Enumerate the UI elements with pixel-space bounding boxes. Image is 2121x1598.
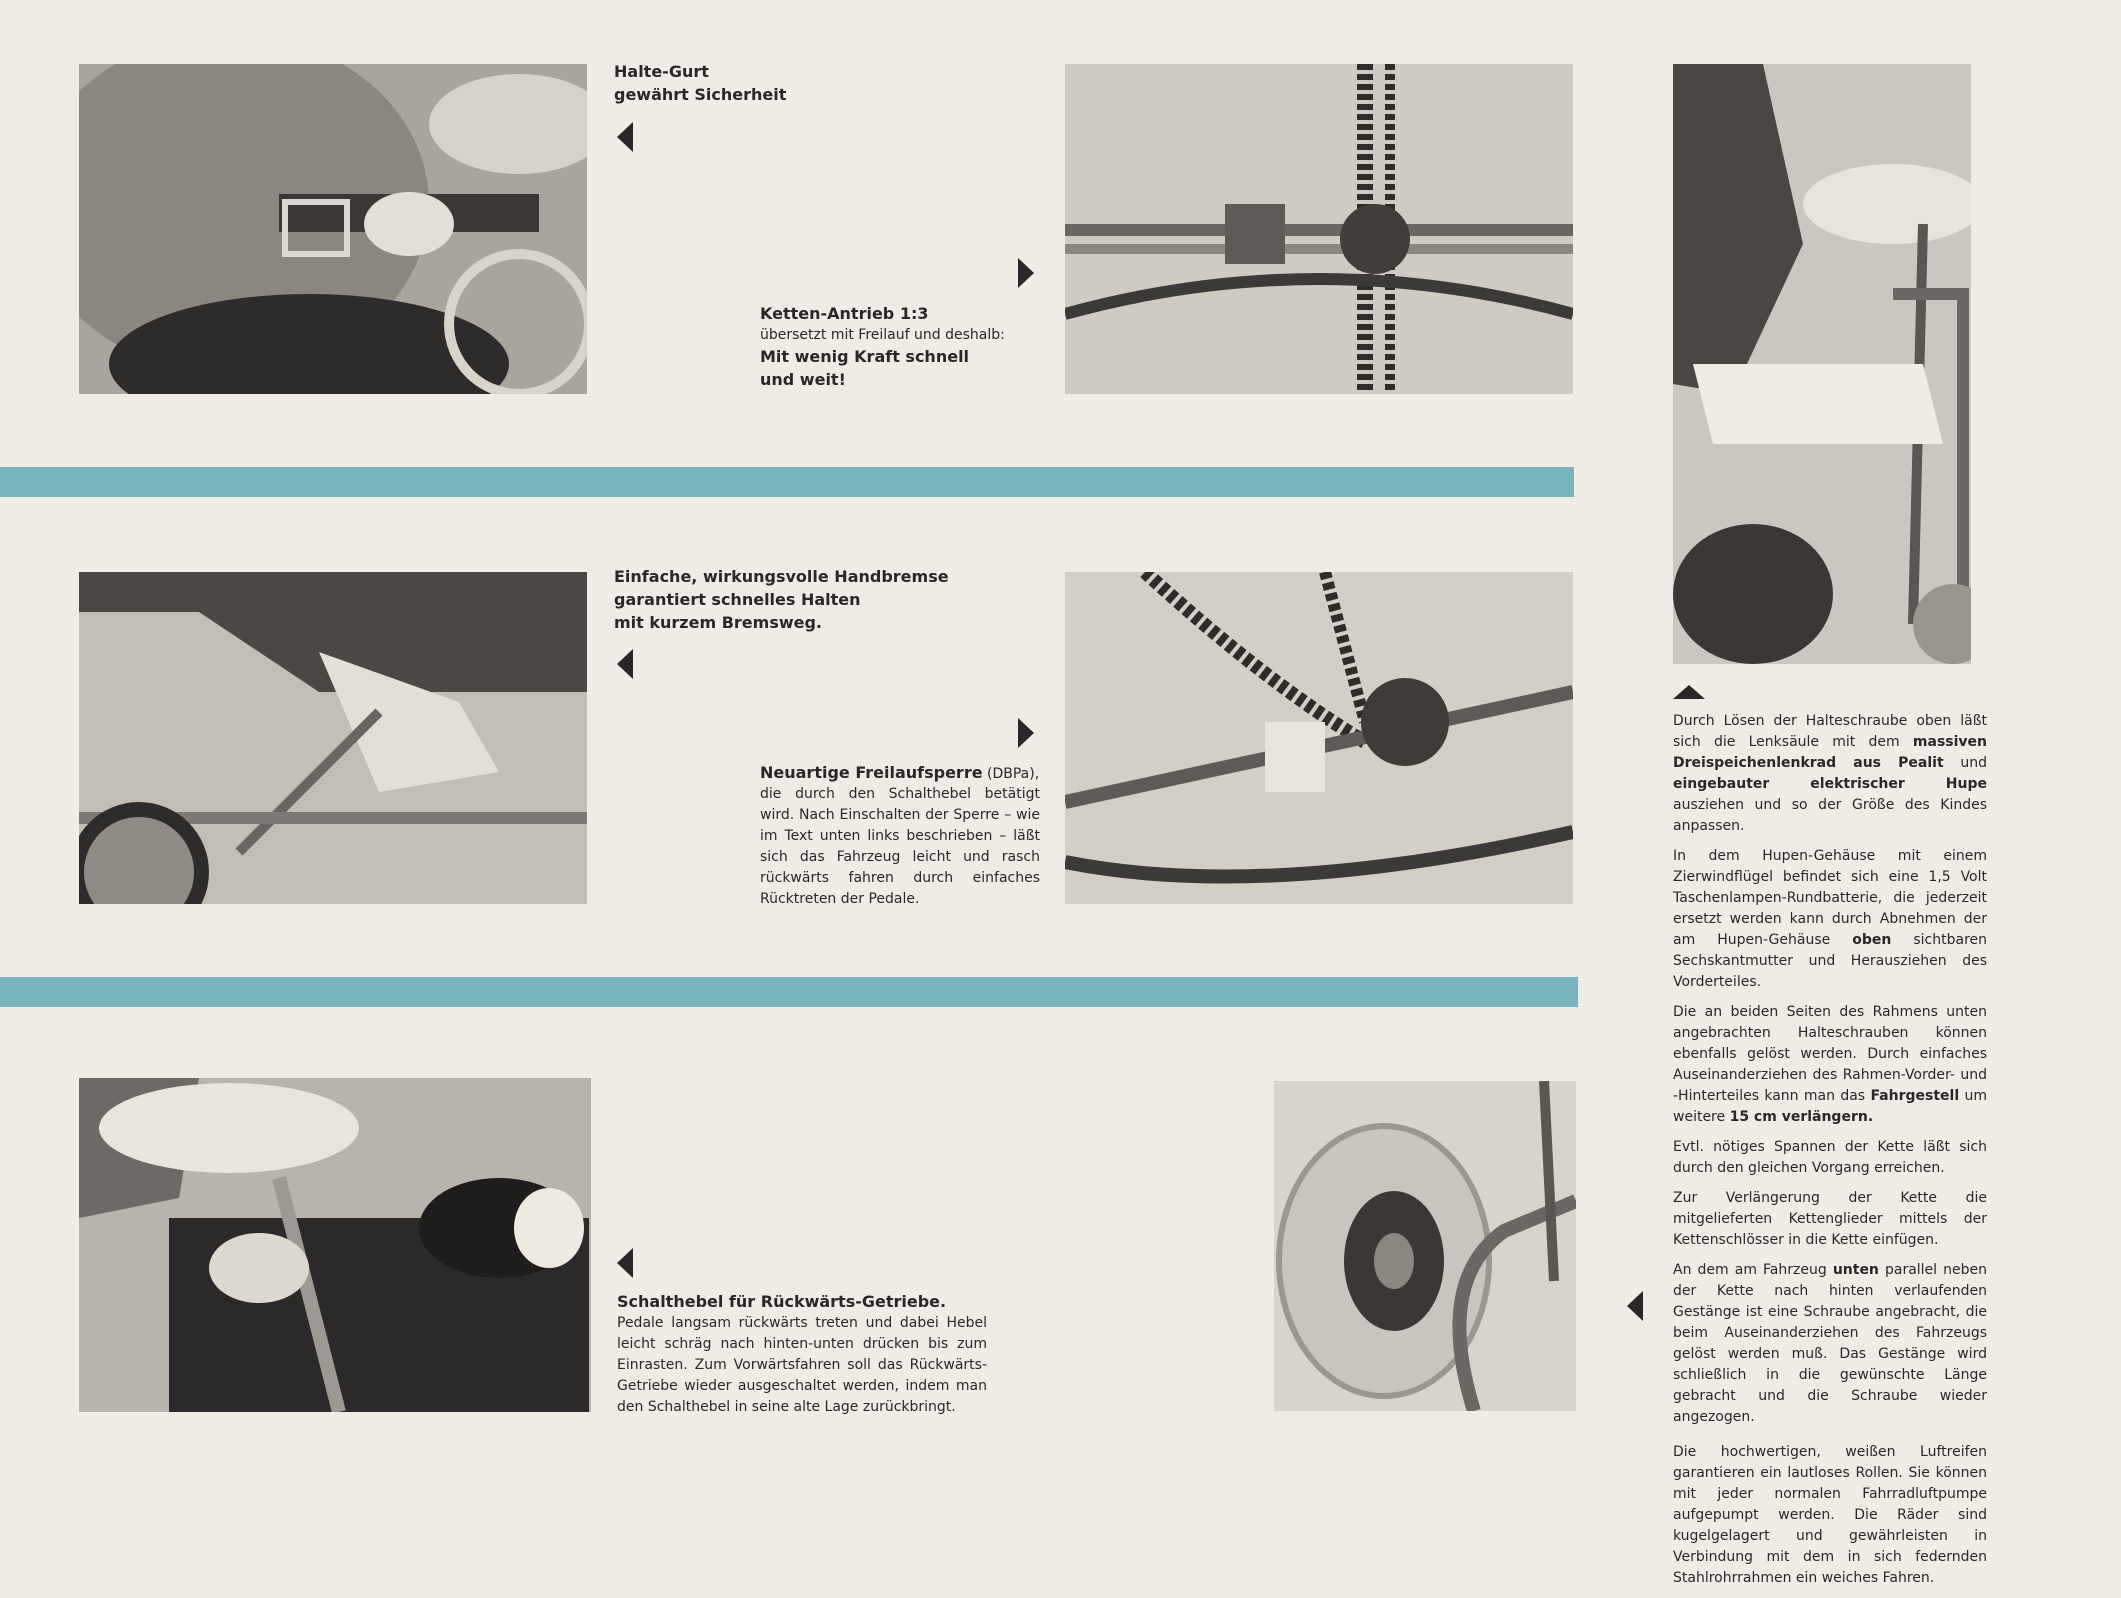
chain-drive-photo <box>1065 64 1573 394</box>
arrow-left-icon <box>617 1248 633 1278</box>
handbrake-photo <box>79 572 587 904</box>
handbrake-line3: mit kurzem Bremsweg. <box>614 613 822 632</box>
paragraph-tyres: Die hochwertigen, weißen Luftreifen garantieren ein lautloses Rollen. Sie können mit jeder normalen Fahrradluftpumpe aufgepumpt werden. Die Räder sind kugelgelagert und gewährleisten in Verbindung mit dem in sich federnden Stahlrohrrahmen ein weiches Fahren. <box>1673 1444 1987 1586</box>
handbrake-caption <box>614 565 954 634</box>
freewheel-patent: (DBPa), <box>982 766 1040 782</box>
gear-lever-caption <box>617 1290 987 1418</box>
steering-column-photo <box>1673 64 1971 664</box>
chain-drive-title: Ketten-Antrieb 1:3 <box>760 304 929 323</box>
chain-drive-caption <box>760 302 1040 391</box>
chain-drive-claim-line2: und weit! <box>760 370 846 389</box>
paragraph-frame: Die an beiden Seiten des Rahmens unten angebrachten Halteschrauben können ebenfalls gelöst werden. Durch einfaches Auseinanderziehen des Rahmen-Vorder- und -Hinterteiles kann man das Fahrgestell um weitere 15 cm verlängern. <box>1673 1004 1988 1125</box>
arrow-up-icon <box>1673 685 1705 699</box>
paragraph-linkage: An dem am Fahrzeug unten parallel neben der Kette nach hinten verlaufenden Gestänge ist eine Schraube angebracht, die beim Auseinanderziehen des Fahrzeugs gelöst werden muß. Das Gestänge wird schließlich in die gewünschte Länge gebracht und die Schraube wieder angezogen. <box>1673 1262 1987 1425</box>
seat-belt-caption <box>614 60 834 106</box>
paragraph-chain-tension: Evtl. nötiges Spannen der Kette läßt sich durch den gleichen Vorgang erreichen. <box>1673 1139 1987 1176</box>
arrow-left-icon <box>617 122 633 152</box>
chain-drive-claim-line1: Mit wenig Kraft schnell <box>760 347 970 366</box>
freewheel-caption-block <box>760 761 1040 910</box>
freewheel-title-text: Neuartige Freilaufsperre <box>760 763 983 782</box>
divider-band-middle <box>0 977 1578 1007</box>
gear-lever-photo <box>79 1078 591 1412</box>
paragraph-steering: Durch Lösen der Halteschraube oben läßt sich die Lenksäule mit dem massiven Dreispeichenlenkrad aus Pealit und eingebauter elektrischer Hupe ausziehen und so der Größe des Kindes anpassen. <box>1673 713 1987 834</box>
gear-lever-title: Schalthebel für Rückwärts-Getriebe. <box>617 1292 947 1311</box>
handbrake-line2: garantiert schnelles Halten <box>614 590 861 609</box>
chain-drive-subtitle: übersetzt mit Freilauf und deshalb: <box>760 327 1005 343</box>
child-seat-belt-photo <box>79 64 587 394</box>
seat-belt-caption-line2: gewährt Sicherheit <box>614 85 787 104</box>
right-column-text <box>1673 711 1987 1598</box>
arrow-left-icon <box>617 649 633 679</box>
arrow-right-icon <box>1018 258 1034 288</box>
arrow-left-icon <box>1627 1291 1643 1321</box>
seat-belt-caption-line1: Halte-Gurt <box>614 62 709 81</box>
divider-band-top <box>0 467 1574 497</box>
handbrake-line1: Einfache, wirkungsvolle Handbremse <box>614 567 949 586</box>
freewheel-body: die durch den Schalthebel betätigt wird. Nach Einschalten der Sperre – wie im Text unten links beschrieben – läßt sich das Fahrzeug leicht und rasch rückwärts fahren durch einfaches Rücktreten der Pedale. <box>760 786 1040 907</box>
paragraph-horn: In dem Hupen-Gehäuse mit einem Zierwindflügel befindet sich eine 1,5 Volt Taschenlampen-Rundbatterie, die jederzeit ersetzt werden kann durch Abnehmen der am Hupen-Gehäuse oben sichtbaren Sechskantmutter und Herausziehen des Vorderteiles. <box>1673 848 1987 990</box>
freewheel-lock-photo <box>1065 572 1573 904</box>
gear-lever-body: Pedale langsam rückwärts treten und dabei Hebel leicht schräg nach hinten-unten drücken bis zum Einrasten. Zum Vorwärtsfahren soll das Rückwärts-Getriebe wieder ausgeschaltet werden, indem man den Schalthebel in seine alte Lage zurückbringt. <box>617 1315 987 1415</box>
wheel-photo <box>1274 1081 1576 1411</box>
paragraph-chain-extension: Zur Verlängerung der Kette die mitgelieferten Kettenglieder mittels der Kettenschlösser in die Kette einfügen. <box>1673 1190 1987 1248</box>
arrow-right-icon <box>1018 718 1034 748</box>
